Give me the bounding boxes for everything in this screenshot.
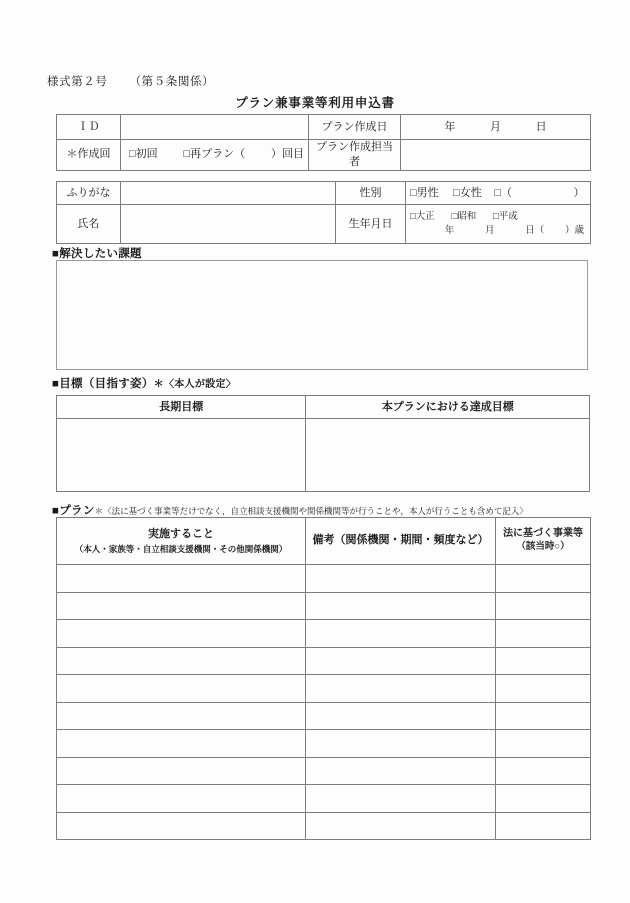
id-table	[56, 114, 591, 171]
table-row	[57, 702, 591, 730]
plan-action-cell[interactable]	[57, 730, 306, 758]
plan-action-cell[interactable]	[57, 812, 306, 840]
sex-label-cell: 性別	[336, 182, 406, 205]
birth-age-suffix: ）歳	[564, 226, 584, 236]
table-header-row	[57, 396, 590, 419]
plan-remarks-cell[interactable]	[306, 785, 496, 813]
birth-label-cell: 生年月日	[336, 205, 406, 244]
plan-col-statutory-sub: （該当時○）	[516, 542, 570, 553]
plan-action-cell[interactable]	[57, 565, 306, 593]
goal-section-heading	[52, 375, 236, 391]
goal-heading-main: ■目標（目指す姿）	[52, 378, 154, 390]
birth-value-cell[interactable]	[406, 205, 591, 244]
plan-date-month-label: 月	[489, 120, 501, 133]
staff-label-cell: プラン作成担当者	[309, 140, 401, 171]
table-row	[57, 565, 591, 593]
creation-count-label-cell: ＊作成回	[57, 140, 121, 171]
plan-statutory-cell[interactable]	[496, 702, 591, 730]
document-title: プラン兼事業等利用申込書	[235, 96, 395, 110]
table-row	[57, 140, 591, 171]
plan-action-cell[interactable]	[57, 675, 306, 703]
goal-long-term-value[interactable]	[57, 419, 306, 492]
table-row	[57, 647, 591, 675]
table-row	[57, 205, 591, 244]
checkbox-era-heisei[interactable]: □平成	[493, 211, 518, 222]
table-row	[57, 620, 591, 648]
article-reference: （第５条関係）	[129, 76, 215, 88]
plan-action-cell[interactable]	[57, 785, 306, 813]
plan-action-cell[interactable]	[57, 702, 306, 730]
checkbox-era-taisho[interactable]: □大正	[410, 211, 435, 222]
plan-heading-note: ＊〈法に基づく事業等だけでなく，自立相談支援機関や関係機関等が行うことや，本人が行うことも含めて記入〉	[94, 506, 528, 516]
plan-date-day-label: 日	[535, 120, 547, 133]
plan-remarks-cell[interactable]	[306, 730, 496, 758]
plan-date-value-cell[interactable]	[401, 115, 591, 140]
replan-count-suffix: ）回目	[271, 148, 304, 161]
checkbox-male[interactable]: □男性	[410, 186, 439, 199]
creation-count-options-cell[interactable]	[121, 140, 309, 171]
table-row	[57, 812, 591, 840]
plan-remarks-cell[interactable]	[306, 647, 496, 675]
plan-table	[56, 517, 591, 840]
table-row	[57, 182, 591, 205]
furigana-value-cell[interactable]	[121, 182, 336, 205]
checkbox-first-time[interactable]: □初回	[129, 148, 158, 161]
plan-col-action-main: 実施すること	[148, 527, 214, 540]
goal-col-long-term: 長期目標	[57, 396, 306, 419]
table-row	[57, 592, 591, 620]
plan-action-cell[interactable]	[57, 647, 306, 675]
plan-remarks-cell[interactable]	[306, 620, 496, 648]
staff-value-cell[interactable]	[401, 140, 591, 171]
table-row	[57, 785, 591, 813]
goal-table	[56, 395, 590, 492]
plan-action-cell[interactable]	[57, 757, 306, 785]
plan-col-action-sub: （本人・家族等・自立相談支援機関・その他関係機関）	[74, 543, 288, 554]
plan-remarks-cell[interactable]	[306, 812, 496, 840]
plan-col-remarks-label: 備考（関係機関・期間・頻度など）	[312, 534, 489, 547]
plan-statutory-cell[interactable]	[496, 565, 591, 593]
plan-remarks-cell[interactable]	[306, 702, 496, 730]
checkbox-female[interactable]: □女性	[453, 186, 482, 199]
plan-section-heading	[52, 502, 528, 518]
checkbox-sex-other[interactable]: □（	[494, 186, 512, 199]
id-value-cell[interactable]	[121, 115, 309, 140]
sex-other-close-paren: ）	[573, 186, 585, 199]
table-row	[57, 675, 591, 703]
table-row	[57, 730, 591, 758]
form-number: 様式第２号	[47, 76, 108, 88]
table-row	[57, 419, 590, 492]
plan-statutory-cell[interactable]	[496, 592, 591, 620]
goal-col-plan-target: 本プランにおける達成目標	[306, 396, 590, 419]
plan-date-year-label: 年	[444, 120, 456, 133]
plan-statutory-cell[interactable]	[496, 812, 591, 840]
plan-statutory-cell[interactable]	[496, 620, 591, 648]
plan-statutory-cell[interactable]	[496, 785, 591, 813]
checkbox-replan[interactable]: □再プラン（	[183, 148, 246, 161]
plan-statutory-cell[interactable]	[496, 757, 591, 785]
checkbox-era-showa[interactable]: □昭和	[451, 211, 477, 222]
plan-remarks-cell[interactable]	[306, 675, 496, 703]
table-header-row	[57, 518, 591, 565]
goal-plan-target-value[interactable]	[306, 419, 590, 492]
person-table	[56, 181, 591, 244]
issue-section-heading: ■解決したい課題	[52, 248, 142, 260]
id-label-cell: ＩＤ	[57, 115, 121, 140]
table-row	[57, 757, 591, 785]
plan-date-label-cell: プラン作成日	[309, 115, 401, 140]
name-label-cell: 氏名	[57, 205, 121, 244]
issue-textarea[interactable]	[56, 260, 588, 370]
plan-statutory-cell[interactable]	[496, 675, 591, 703]
plan-remarks-cell[interactable]	[306, 592, 496, 620]
birth-year-label: 年	[444, 226, 455, 236]
plan-col-statutory-main: 法に基づく事業等	[503, 527, 583, 539]
plan-statutory-cell[interactable]	[496, 647, 591, 675]
plan-remarks-cell[interactable]	[306, 565, 496, 593]
plan-col-remarks	[306, 518, 496, 565]
plan-action-cell[interactable]	[57, 620, 306, 648]
birth-day-label: 日（	[525, 226, 545, 236]
plan-remarks-cell[interactable]	[306, 757, 496, 785]
plan-action-cell[interactable]	[57, 592, 306, 620]
plan-heading-main: ■プラン	[52, 505, 95, 517]
name-value-cell[interactable]	[121, 205, 336, 244]
birth-month-label: 月	[484, 226, 495, 236]
form-number-line	[47, 73, 214, 89]
furigana-label-cell: ふりがな	[57, 182, 121, 205]
plan-statutory-cell[interactable]	[496, 730, 591, 758]
goal-heading-note: ＊〈本人が設定〉	[153, 379, 237, 390]
sex-options-cell[interactable]	[406, 182, 591, 205]
plan-col-action	[57, 518, 306, 565]
plan-col-statutory	[496, 518, 591, 565]
table-row	[57, 115, 591, 140]
